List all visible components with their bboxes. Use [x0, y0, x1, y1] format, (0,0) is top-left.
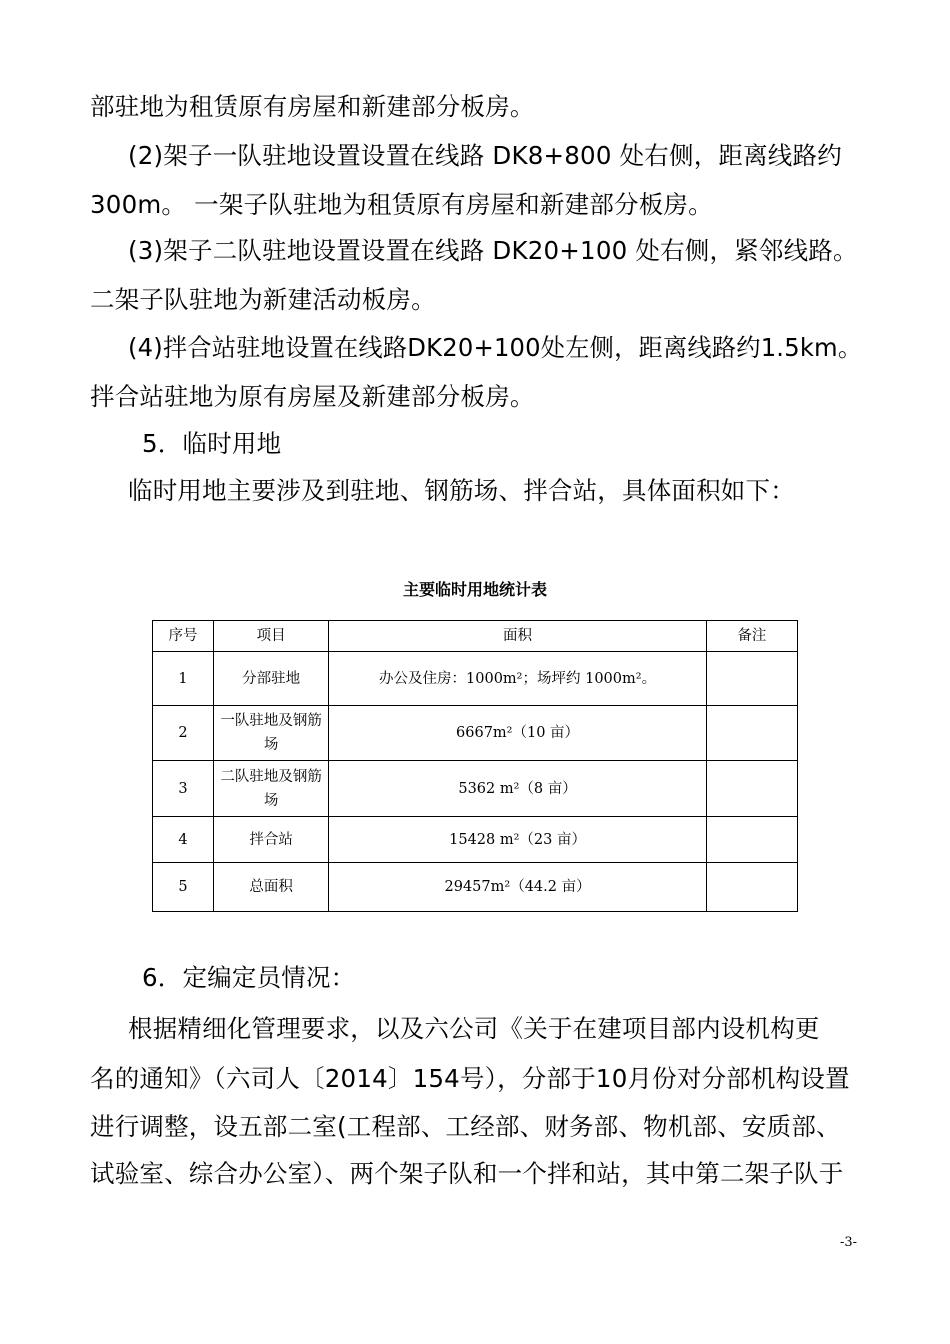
table-cell: 分部驻地 [214, 652, 329, 706]
table-cell: 4 [153, 817, 214, 863]
paragraph-line: (3)架子二队驻地设置设置在线路 DK20+100 处右侧，紧邻线路。 [128, 236, 858, 265]
table-cell: 3 [153, 761, 214, 817]
table-header-row [153, 621, 798, 652]
table-cell [706, 817, 797, 863]
table-row [153, 817, 798, 863]
paragraph-line: 部驻地为租赁原有房屋和新建部分板房。 [90, 92, 535, 121]
table-cell: 5362 m²（8 亩） [329, 761, 707, 817]
table-cell: 办公及住房：1000m²；场坪约 1000m²。 [329, 652, 707, 706]
land-statistics-table [152, 620, 798, 912]
table-cell: 拌合站 [214, 817, 329, 863]
table-row [153, 652, 798, 706]
table-title: 主要临时用地统计表 [402, 580, 547, 599]
table-cell: 15428 m²（23 亩） [329, 817, 707, 863]
page-number: -3- [840, 1235, 858, 1250]
paragraph-line: 二架子队驻地为新建活动板房。 [90, 285, 436, 314]
table-header-cell: 序号 [153, 621, 214, 652]
table-cell [706, 706, 797, 761]
table-row [153, 761, 798, 817]
section-heading: 6．定编定员情况： [142, 963, 356, 992]
table-cell: 29457m²（44.2 亩） [329, 863, 707, 912]
paragraph-line: 进行调整，设五部二室(工程部、工经部、财务部、物机部、安质部、 [90, 1112, 841, 1141]
table-cell: 二队驻地及钢筋场 [214, 761, 329, 817]
table-cell [706, 761, 797, 817]
paragraph-line: (2)架子一队驻地设置设置在线路 DK8+800 处右侧，距离线路约 [128, 141, 842, 170]
table-row [153, 863, 798, 912]
paragraph-line: 名的通知》（六司人〔2014〕154号），分部于10月份对分部机构设置 [90, 1064, 850, 1093]
section-heading: 5．临时用地 [142, 429, 282, 458]
paragraph-line: 临时用地主要涉及到驻地、钢筋场、拌合站，具体面积如下： [128, 476, 795, 505]
table-header-cell: 项目 [214, 621, 329, 652]
table-header-cell: 备注 [706, 621, 797, 652]
table-cell: 2 [153, 706, 214, 761]
table-cell [706, 652, 797, 706]
table-cell: 总面积 [214, 863, 329, 912]
table-cell: 6667m²（10 亩） [329, 706, 707, 761]
table-cell [706, 863, 797, 912]
table-cell: 一队驻地及钢筋场 [214, 706, 329, 761]
paragraph-line: 试验室、综合办公室）、两个架子队和一个拌和站，其中第二架子队于 [90, 1159, 844, 1188]
table-cell: 5 [153, 863, 214, 912]
paragraph-line: 300m。 一架子队驻地为租赁原有房屋和新建部分板房。 [90, 190, 713, 219]
table-header-cell: 面积 [329, 621, 707, 652]
paragraph-line: 拌合站驻地为原有房屋及新建部分板房。 [90, 382, 535, 411]
table-row [153, 706, 798, 761]
paragraph-line: (4)拌合站驻地设置在线路DK20+100处左侧，距离线路约1.5km。 [128, 333, 863, 362]
table-cell: 1 [153, 652, 214, 706]
paragraph-line: 根据精细化管理要求，以及六公司《关于在建项目部内设机构更 [128, 1014, 820, 1043]
